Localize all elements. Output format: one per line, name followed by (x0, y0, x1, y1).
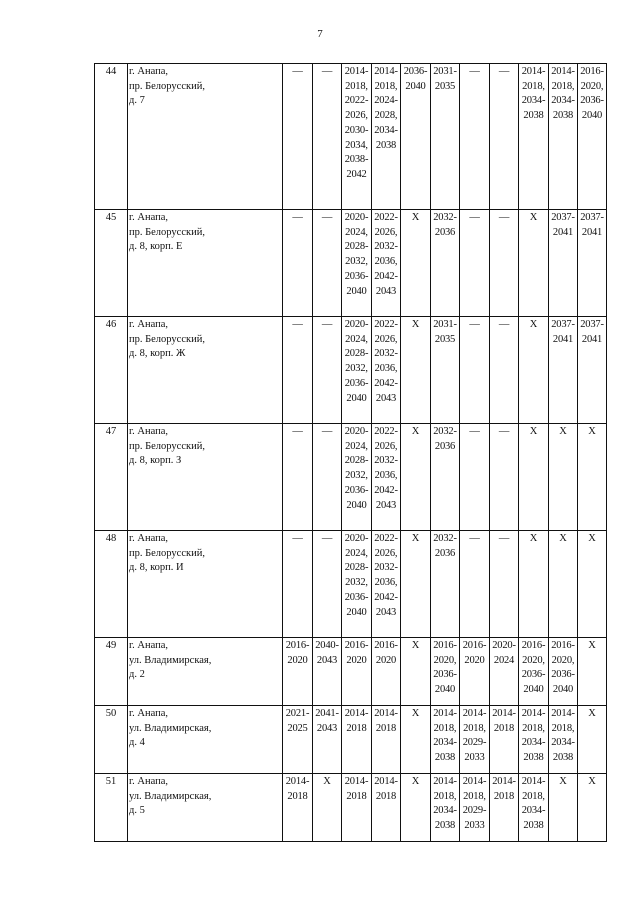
period-cell: 2032- 2036 (431, 210, 460, 317)
period-cell: X (401, 317, 431, 424)
period-cell: 2020- 2024, 2028- 2032, 2036- 2040 (342, 210, 372, 317)
period-cell: — (460, 210, 490, 317)
address-line: ул. Владимирская, (129, 790, 212, 802)
period-cell: X (578, 774, 607, 842)
period-cell: 2014- 2018 (490, 774, 519, 842)
period-cell: X (401, 706, 431, 774)
address-line: д. 2 (129, 669, 145, 681)
address-line: г. Анапа, (129, 640, 169, 651)
row-number: 48 (95, 531, 128, 638)
period-cell: — (460, 317, 490, 424)
page-number: 7 (317, 28, 323, 40)
row-number: 47 (95, 424, 128, 531)
period-cell: X (519, 317, 549, 424)
period-cell: 2014- 2018, 2034- 2038 (519, 774, 549, 842)
address-cell (128, 210, 283, 317)
period-cell: 2020- 2024, 2028- 2032, 2036- 2040 (342, 531, 372, 638)
period-cell: — (490, 317, 519, 424)
period-cell: — (490, 210, 519, 317)
period-cell: 2022- 2026, 2032- 2036, 2042- 2043 (372, 531, 401, 638)
period-cell: — (283, 64, 313, 210)
table-row (95, 774, 607, 842)
period-cell: — (313, 210, 342, 317)
address-line: д. 8, корп. И (129, 562, 184, 574)
address-line: д. 7 (129, 95, 145, 107)
period-cell: 2016- 2020, 2036- 2040 (549, 638, 578, 706)
period-cell: — (490, 64, 519, 210)
period-cell: 2016- 2020 (342, 638, 372, 706)
period-cell: 2016- 2020 (460, 638, 490, 706)
period-cell: X (578, 424, 607, 531)
period-cell: 2014- 2018 (490, 706, 519, 774)
period-cell: 2014- 2018, 2024- 2028, 2034- 2038 (372, 64, 401, 210)
period-cell: X (313, 774, 342, 842)
period-cell: 2016- 2020, 2036- 2040 (578, 64, 607, 210)
address-line: г. Анапа, (129, 708, 169, 719)
period-cell: — (490, 424, 519, 531)
address-line: д. 4 (129, 737, 145, 749)
table-row (95, 706, 607, 774)
address-line: г. Анапа, (129, 533, 169, 544)
table-row (95, 638, 607, 706)
period-cell: 2020- 2024, 2028- 2032, 2036- 2040 (342, 317, 372, 424)
period-cell: X (401, 424, 431, 531)
address-line: пр. Белорусский, (129, 547, 205, 559)
period-cell: 2037- 2041 (549, 210, 578, 317)
period-cell: 2014- 2018 (372, 706, 401, 774)
address-line: д. 5 (129, 805, 145, 817)
period-cell: 2016- 2020 (283, 638, 313, 706)
address-line: д. 8, корп. Е (129, 241, 183, 253)
period-cell: — (313, 531, 342, 638)
period-cell: 2031- 2035 (431, 317, 460, 424)
period-cell: 2014- 2018, 2034- 2038 (519, 706, 549, 774)
table-row (95, 424, 607, 531)
period-cell: — (283, 317, 313, 424)
period-cell: 2014- 2018 (372, 774, 401, 842)
row-number: 44 (95, 64, 128, 210)
period-cell: 2032- 2036 (431, 531, 460, 638)
period-cell: 2041- 2043 (313, 706, 342, 774)
address-cell (128, 424, 283, 531)
period-cell: 2040- 2043 (313, 638, 342, 706)
address-cell (128, 531, 283, 638)
period-cell: X (401, 638, 431, 706)
period-cell: 2020- 2024, 2028- 2032, 2036- 2040 (342, 424, 372, 531)
period-cell: 2037- 2041 (578, 210, 607, 317)
period-cell: 2014- 2018, 2034- 2038 (549, 64, 578, 210)
schedule-table (94, 63, 607, 842)
period-cell: — (460, 64, 490, 210)
period-cell: 2037- 2041 (549, 317, 578, 424)
address-line: пр. Белорусский, (129, 80, 205, 92)
period-cell: 2037- 2041 (578, 317, 607, 424)
period-cell: 2016- 2020, 2036- 2040 (519, 638, 549, 706)
period-cell: 2016- 2020 (372, 638, 401, 706)
period-cell: 2036- 2040 (401, 64, 431, 210)
address-cell (128, 64, 283, 210)
row-number: 45 (95, 210, 128, 317)
period-cell: — (313, 424, 342, 531)
period-cell: X (578, 706, 607, 774)
address-line: г. Анапа, (129, 319, 169, 330)
table-row (95, 317, 607, 424)
period-cell: 2021- 2025 (283, 706, 313, 774)
address-line: г. Анапа, (129, 776, 169, 787)
address-line: г. Анапа, (129, 426, 169, 437)
period-cell: — (313, 64, 342, 210)
period-cell: 2022- 2026, 2032- 2036, 2042- 2043 (372, 317, 401, 424)
period-cell: 2022- 2026, 2032- 2036, 2042- 2043 (372, 210, 401, 317)
period-cell: 2014- 2018 (342, 774, 372, 842)
period-cell: X (401, 774, 431, 842)
period-cell: 2014- 2018, 2034- 2038 (431, 774, 460, 842)
period-cell: X (519, 531, 549, 638)
address-line: пр. Белорусский, (129, 440, 205, 452)
table-row (95, 64, 607, 210)
address-cell (128, 317, 283, 424)
address-line: ул. Владимирская, (129, 654, 212, 666)
period-cell: 2014- 2018, 2034- 2038 (519, 64, 549, 210)
period-cell: — (490, 531, 519, 638)
address-cell (128, 638, 283, 706)
address-line: г. Анапа, (129, 212, 169, 223)
row-number: 49 (95, 638, 128, 706)
period-cell: X (519, 210, 549, 317)
period-cell: X (401, 531, 431, 638)
period-cell: 2014- 2018 (342, 706, 372, 774)
period-cell: 2031- 2035 (431, 64, 460, 210)
period-cell: — (460, 531, 490, 638)
address-line: ул. Владимирская, (129, 722, 212, 734)
period-cell: X (578, 531, 607, 638)
table-row (95, 531, 607, 638)
address-line: пр. Белорусский, (129, 333, 205, 345)
period-cell: — (283, 531, 313, 638)
period-cell: — (283, 210, 313, 317)
row-number: 51 (95, 774, 128, 842)
period-cell: X (549, 531, 578, 638)
period-cell: — (313, 317, 342, 424)
address-line: д. 8, корп. З (129, 455, 182, 467)
period-cell: 2032- 2036 (431, 424, 460, 531)
address-cell (128, 774, 283, 842)
period-cell: 2014- 2018, 2029- 2033 (460, 774, 490, 842)
period-cell: X (549, 424, 578, 531)
address-line: г. Анапа, (129, 66, 169, 77)
address-line: д. 8, корп. Ж (129, 348, 186, 360)
period-cell: — (283, 424, 313, 531)
period-cell: 2022- 2026, 2032- 2036, 2042- 2043 (372, 424, 401, 531)
period-cell: 2014- 2018, 2034- 2038 (431, 706, 460, 774)
period-cell: — (460, 424, 490, 531)
period-cell: 2016- 2020, 2036- 2040 (431, 638, 460, 706)
period-cell: X (401, 210, 431, 317)
period-cell: 2014- 2018, 2029- 2033 (460, 706, 490, 774)
period-cell: 2014- 2018, 2022- 2026, 2030- 2034, 2038- 2042 (342, 64, 372, 210)
address-line: пр. Белорусский, (129, 226, 205, 238)
period-cell: X (519, 424, 549, 531)
period-cell: 2014- 2018 (283, 774, 313, 842)
period-cell: X (578, 638, 607, 706)
address-cell (128, 706, 283, 774)
table-row (95, 210, 607, 317)
period-cell: X (549, 774, 578, 842)
row-number: 50 (95, 706, 128, 774)
period-cell: 2020- 2024 (490, 638, 519, 706)
period-cell: 2014- 2018, 2034- 2038 (549, 706, 578, 774)
row-number: 46 (95, 317, 128, 424)
